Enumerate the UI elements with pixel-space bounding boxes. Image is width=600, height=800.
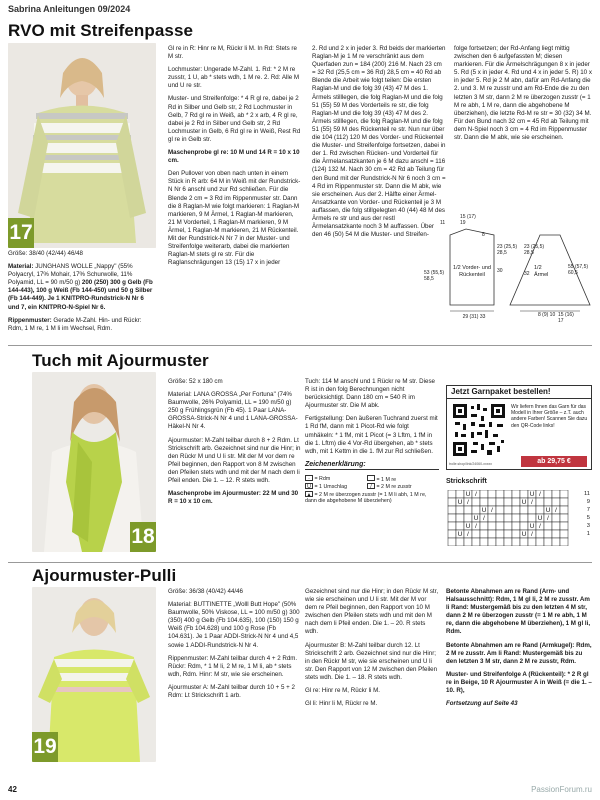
col2-p3-18: Ajourmuster: M-Zahl teilbar durch 8 + 2 Rdm. Lt Strickschrift arb. Gezeichnet sind nur die Hinr; in den Rückr M und U li str. Mit der M vor dem re Pfeil beginnen, den Rapport von 8 M zwischen den Pfeilen stets wdh und mit der M nach dem li Pfeil enden. Die 1. – 12. R stets wdh. [168,436,301,485]
chart-cell [464,506,472,514]
legend-title: Zeichenerklärung: [305,461,439,470]
chart-cell [448,530,456,538]
col3-p1-19: Gezeichnet sind nur die Hinr; in den Rückr M str, wie sie erscheinen und U li str. Mit der M vor dem re Pfeil beginnen, den Rapport von 10 M zwischen den Pfeilen stets wdh und mit den M nach dem li Pfeil enden. Die 1. – 20. R stets wdh. [305,588,439,636]
chart-cell [528,514,536,522]
knitting-chart-svg [446,490,570,546]
chart-cell [504,538,512,546]
divider-1 [8,345,592,346]
chart-symbol: U [457,532,463,539]
section-title-pulli: Ajourmuster-Pulli [32,566,177,585]
chart-row-5: 5 [586,515,590,521]
chart-cell [472,530,480,538]
chart-cell [504,490,512,498]
promo-price-button[interactable]: ab 29,75 € [521,456,587,467]
legend-sym-rdm: · [305,475,313,481]
chart-cell [456,538,464,546]
chart-symbol: / [467,500,469,507]
chart-cell [560,498,568,506]
chart-symbol: / [555,508,557,515]
chart-cell [512,538,520,546]
sizes-17: Größe: 38/40 (42/44) 46/48 [8,250,83,257]
chart-cell [512,530,520,538]
chart-cell [480,490,488,498]
schema-dim-32: 32 [524,271,530,277]
photo-pulli [32,587,156,762]
chart-cell [448,538,456,546]
schema-dim-8: 8 [482,232,485,238]
chart-cell [480,530,488,538]
chart-cell [544,522,552,530]
chart-row-7: 7 [586,507,590,513]
chart-row-3: 3 [586,523,590,529]
chart-cell [496,506,504,514]
chart-cell [496,522,504,530]
magazine-header: Sabrina Anleitungen 09/2024 [8,4,131,14]
chart-cell [560,490,568,498]
chart-symbol: U [529,492,535,499]
chart-symbol: / [467,532,469,539]
legend-text-zusstr: = 2 M re zusstr [376,483,412,490]
chart-cell [560,530,568,538]
chart-cell [448,522,456,530]
chart-cell [488,530,496,538]
chart-cell [544,490,552,498]
chart-cell [512,506,520,514]
col2-p1-17: Gl re in R: Hinr re M, Rückr li M. In Rd: Stets re M str. [168,45,297,61]
col2-p1-18: Größe: 52 x 180 cm [168,378,223,385]
chart-cell [512,522,520,530]
page-number: 42 [8,785,17,794]
qr-code[interactable] [451,402,507,458]
schema-dim-30: 30 [497,268,503,274]
chart-cell [536,530,544,538]
chart-symbol: U [465,524,471,531]
legend-text-ueberzogen: = 2 M re überzogen zusstr (= 1 M li abh, 1 M re, dann die abgehobene M überziehen) [305,491,427,505]
chart-cell [488,522,496,530]
chart-symbol: U [545,508,551,515]
schema-drawing-17 [420,215,592,335]
col4-p3-19: Muster- und Streifenfolge A (Rückenteil): * 2 R gl re in Beige, 10 R Ajourmuster A in Weiß (= die 1. – 10. R), [446,670,592,695]
schema-dim-height: 53 (55,5) 58,5 [424,270,445,282]
chart-cell [536,538,544,546]
chart-symbol: U [465,492,471,499]
material-amounts-17: 200 (250) 300 g Gelb (Fb 144-443), 100 g Weiß (Fb 144-450) und 50 g Silber (Fb 144-449). Je 1 KNITPRO-Rundstrick-N Nr 6 und 7, ein KNITPRO-N-Spiel Nr 6. [8,279,153,311]
chart-row-1: 1 [586,531,590,537]
chart-cell [520,522,528,530]
col2-p3-17: Muster- und Streifenfolge: * 4 R gl re, dabei je 2 Rd in Silber und Gelb str, 2 Rd Lochmuster in Gelb, 7 Rd gl re in Weiß, ab * 2 x arb, 4 R gl re, dabei je 2 Rd in Silber und Gelb str, 2 Rd Lochmuster in Gelb, 6 Rd gl re in Weiß, Rest Rd gl re in Gelb str. [168,95,301,143]
schema-sleeve-label: 1/2 Ärmel [534,265,549,278]
pattern-number-18: 18 [130,522,156,552]
chart-symbol: U [473,516,479,523]
rippen-label-17: Rippenmuster: [8,316,52,324]
rippen-text-17: Gerade M-Zahl. Hin- und Rückr: Rdm, 1 M re, 1 M li im Wechsel, Rdm. [8,316,142,332]
chart-cell [464,538,472,546]
chart-cell [448,514,456,522]
pattern-number-19: 19 [32,732,58,762]
col4-text-17: folge fortsetzen; der Rd-Anfang liegt mittig zwischen den 6 aufgefassten M; diesen markieren. Für die Ärmelschrägungen 8 x in jeder 5. Rd (5 x in jeder 4. Rd und 4 x in jeder 5. R) 10 x in jeder 5. Rd je 2 M abn, dafür am Rd-Anfang die 2. und 3. M re zusstr und am Rd-Ende die zu den letzten 3 M str, dann 2 M re überzogen zusstr (= 1 M re abh, 1 M re, dann die abgehobene M überziehen), die letzte Rd-M re str = 30 (32) 34 M. Für den Bund nach 32 cm = 45 Rd ab Teilung mit dem N-Spiel noch 3 cm = 4 Rd im Rippenmuster str. Dann die M abk, wie sie erscheinen. [454,45,592,142]
chart-cell [544,498,552,506]
chart-cell [472,538,480,546]
chart-cell [560,522,568,530]
chart-row-11: 11 [583,491,590,497]
schema-dim-15: 15 (17) 19 [460,214,476,226]
chart-cell [552,490,560,498]
chart-cell [464,514,472,522]
schema-dim-sleeve-top: 23 (25,5) 28,5 [524,244,545,256]
chart-cell [480,522,488,530]
material-label-17: Material: [8,263,34,271]
col3-p4-19: Gl li: Hinr li M, Rückr re M. [305,700,378,708]
photo-tuch-scarf [32,372,156,552]
legend-text-re: = 1 M re [376,476,397,483]
legend-text-u: = 1 Umschlag [314,483,348,490]
chart-cell [520,514,528,522]
pattern-number-17: 17 [8,218,34,248]
col3-p2-18: Fertigstellung: Den äußeren Tuchrand zuerst mit 1 Rd fM, dann mit 1 Picot-Rd wie folgt umhäkeln: * 1 fM, mit 1 Picot (= 3 Lftm, 1 fM in die 1. Lftm) die 4 Vor-Rd übergehen, ab * stets wdh, mit 1 Kettm in die 1. fM zur Rd schließen. [305,415,438,455]
col2-p3-19: Rippenmuster: M-Zahl teilbar durch 4 + 2 Rdm. Rückr: Rdm, * 1 M li, 2 M re, 1 M li, ab * stets wdh, Rdm. Hinr: M str, wie sie erscheinen. [168,654,298,678]
col3-text-17: 2. Rd und 2 x in jeder 3. Rd beids der markierten Raglan-M je 1 M re verschränkt aus dem Querfaden zun = 184 (200) 216 M. Nach 23 cm = 32 Rd (25,5 cm = 36 Rd) 28,5 cm = 40 Rd ab Blende die Arbeit wie folgt teilen: Die ersten Raglan-M und die folg 39 (43) 47 M des 1. Ärmels stilllegen, die folg Raglan-M und die folg 51 (55) 59 M des Vorderteils re str, die folg Raglan-M und die folg 39 (43) 47 M des 2. Ärmels stilllegen, die folg Raglan-M und die folg 51 (55) 59 M des Rückenteil re str. Nun nur über die 104 (112) 120 M des Vorder- und Rückenteil die Muster- und Streifenfolge fortsetzen, dabei in der 1. Rd zwischen Rücken- und Vorderteil für die Ärmelansatzkanten je 6 M dazu anschl = 116 (124) 132 M. Nach 30 cm = 42 Rd ab Teilung für den Bund mit der Rundstrick-N Nr 6 noch 3 cm = 4 Rd im Rippenmuster str. Dann die M abk, wie sie erscheinen. Aus der 2. Hälfte einer Ärmel-Ansatzkante von Vorder- und Rückenteil je 3 M auffassen, die folg stillgelegten 40 (44) 48 M des Ärmels re str und aus der restl Ärmelansatzkante noch 3 M auffassen. Über den 46 (50) 54 M die Muster- und Streifen- [312,45,446,239]
chart-cell [536,506,544,514]
col2-p4-17: Maschenprobe gl re: 10 M und 14 R = 10 x 10 cm. [168,149,300,165]
col3-p3-19: Gl re: Hinr re M, Rückr li M. [305,687,380,695]
schema-dim-11: 11 [440,220,446,226]
chart-cell [552,498,560,506]
chart-cell [456,490,464,498]
chart-cell [504,514,512,522]
chart-symbol: / [531,500,533,507]
chart-cell [504,522,512,530]
chart-cell [552,538,560,546]
section-title-rvo: RVO mit Streifenpasse [8,21,194,40]
chart-cell [496,498,504,506]
chart-cell [504,530,512,538]
chart-cell [472,506,480,514]
chart-cell [536,498,544,506]
chart-symbol: U [521,500,527,507]
schema-dim-23: 23 (25,5) 28,5 [497,244,518,256]
promo-text: Wir liefern Ihnen das Garn für das Modell in Ihrer Größe – z.T. auch andere Farben! Scannen Sie dazu den QR-Code links! [511,404,588,429]
chart-cell [456,506,464,514]
chart-cell [528,538,536,546]
col3-p2-19: Ajourmuster B: M-Zahl teilbar durch 12. Lt Strickschrift 2 arb. Gezeichnet sind nur die Hinr; in den Rückr M str, wie sie erscheinen und U li str. Den Rapport von 12 M zwischen den Pfeilen stets wdh. Die 1. – 18. R stets wdh. [305,641,438,681]
chart-symbol: U [521,532,527,539]
chart-cell [544,538,552,546]
chart-cell [552,514,560,522]
chart-cell [448,490,456,498]
chart-cell [456,522,464,530]
watermark: PassionForum.ru [531,785,592,794]
legend-sym-ueberzogen: ▲ [306,491,312,498]
chart-symbol: / [475,524,477,531]
chart-cell [560,538,568,546]
chart-cell [560,506,568,514]
material-text-17: JUNGHANS WOLLE „Nappy" (55% Polyacryl, 17% Mohair, 17% Schurwolle, 11% Polyamid, LL = 90 m/50 g) [8,263,133,287]
chart-symbol: / [539,524,541,531]
legend-text-rdm: = Rdm [314,475,331,482]
schema-dim-cuff2: 15 (16) 17 [558,312,574,324]
chart-cell [448,506,456,514]
promo-url[interactable]: trolle.shop/link/24060-xxxxx [449,462,492,466]
chart-cell [552,522,560,530]
chart-symbol: / [475,492,477,499]
chart-cell [480,498,488,506]
chart-cell [512,514,520,522]
chart-cell [496,538,504,546]
chart-cell [472,498,480,506]
chart-cell [544,530,552,538]
chart-cell [504,506,512,514]
chart-cell [512,498,520,506]
legend-sym-re [367,475,375,481]
chart-cell [496,490,504,498]
chart-cell [448,498,456,506]
chart-cell [456,514,464,522]
col2-p1-19: Größe: 36/38 (40/42) 44/46 [168,588,243,595]
divider-2 [8,562,592,563]
chart-cell [488,490,496,498]
schema-dim-55: 55 (57,5) 60,5 [568,264,589,276]
col4-p1-19: Betonte Abnahmen am re Rand (Arm- und Halsausschnitt): Rdm, 1 M gl li, 2 M re zusstr. Am li Rand: Mustergemäß bis zu den letzten 4 M str, dann 2 M re überzogen zusstr (= 1 M re abh, 1 M re, dann die abgehobene M überziehen), 1 M gl li, Rdm. [446,588,591,636]
chart-symbol: / [491,508,493,515]
schema-dim-width: 29 (31) 33 [462,314,486,320]
knitting-chart [446,490,592,546]
col3-p1-18: Tuch: 114 M anschl und 1 Rückr re M str. Diese R ist in den folg Berechnungen nicht berücksichtigt. Dann 180 cm = 540 R im Ajourmuster str. Die M abk. [305,378,435,410]
chart-symbol: / [547,516,549,523]
chart-symbol: / [539,492,541,499]
chart-cell [520,538,528,546]
chart-cell [512,490,520,498]
chart-cell [488,498,496,506]
chart-symbol: / [483,516,485,523]
col2-p2-17: Lochmuster: Ungerade M-Zahl. 1. Rd: * 2 M re zusstr, 1 U, ab * stets wdh, 1 M re. 2. Rd: Alle M und U re str. [168,66,300,90]
continued-note: Fortsetzung auf Seite 43 [446,700,518,708]
legend-sym-zusstr: / [367,483,375,489]
col4-p2-19: Betonte Abnahmen am re Rand (Armkugel): Rdm, 2 M re zusstr. Am li Rand: Mustergemäß bis zu den letzten 3 M str, dann 2 M re zusstr, Rdm. [446,641,592,665]
chart-symbol: U [529,524,535,531]
chart-row-labels [576,490,590,538]
qr-code-icon [451,402,507,458]
col2-p5-17: Den Pullover von oben nach unten in einem Stück in R arb: 64 M in Weiß mit der Rundstrick-N Nr 6 anschl und zur Rd schließen. Für die Blende 2 cm = 3 Rd im Rippenmuster str. Dann die 8 Raglan-M wie folgt markieren: 1 Raglan-M markieren, 9 M Ärmel, 1 Raglan-M markieren, 21 M Vorderteil, 1 Raglan-M markieren, 9 M Ärmel, 1 Raglan-M markieren, 21 M Rückenteil. Mit der Rundstrick-N Nr 7 in der Muster- und Streifenfolge weiterarb, dabei die markierten Raglan-M stets gl re str. Für die Raglanschrägungen 13 (15) 17 x in jeder [168,170,301,267]
chart-cell [488,514,496,522]
chart-title: Strickschrift [446,478,487,485]
chart-cell [552,530,560,538]
chart-cell [496,530,504,538]
col2-p2-19: Material: BUTTINETTE „Wolll Butt Hope" (50% Baumwolle, 50% Viskose, LL = 100 m/50 g) 300 (350) 400 g Gelb (Fb 104.635), 100 (150) 150 g Weiß (Fb 104.628) und 100 g Rose (Fb 104.631). Je 1 Paar ADDI-Strick-N Nr 4 und 4,5 sowie 1 ADDI-Rundstrick-N Nr 4. [168,601,300,649]
col2-p4-18: Maschenprobe im Ajourmuster: 22 M und 30 R = 10 x 10 cm. [168,490,299,506]
chart-symbol: / [531,532,533,539]
legend-sym-u: U [305,483,313,489]
chart-cell [520,506,528,514]
col2-p4-19: Ajourmuster A: M-Zahl teilbar durch 10 + 5 + 2 Rdm: Lt Strickschrift 1 arb. [168,683,295,700]
col2-p2-18: Material: LANA GROSSA „Per Fortuna" (74% Baumwolle, 26% Polyamid, LL = 190 m/50 g) 250 g Frühlingsgrün (Fb 45). 1 Paar LANA-GROSSA-Strick-N Nr 4 und 1 LANA-GROSSA-Häkel-N Nr 4. [168,391,298,431]
chart-cell [528,506,536,514]
chart-symbol: U [457,500,463,507]
chart-cell [560,514,568,522]
schema-dim-cuff: 8 (9) 10 [538,312,556,318]
chart-cell [504,498,512,506]
promo-box[interactable] [446,385,592,470]
chart-cell [496,514,504,522]
section-title-tuch: Tuch mit Ajourmuster [32,351,209,370]
photo-rvo-sweater [8,43,156,248]
chart-symbol: U [537,516,543,523]
chart-cell [480,538,488,546]
schema-front-label: 1/2 Vorder- und Rückenteil [453,265,491,278]
chart-symbol: U [481,508,487,515]
promo-title: Jetzt Garnpaket bestellen! [447,386,591,399]
chart-cell [520,490,528,498]
chart-row-9: 9 [586,499,590,505]
chart-cell [488,538,496,546]
